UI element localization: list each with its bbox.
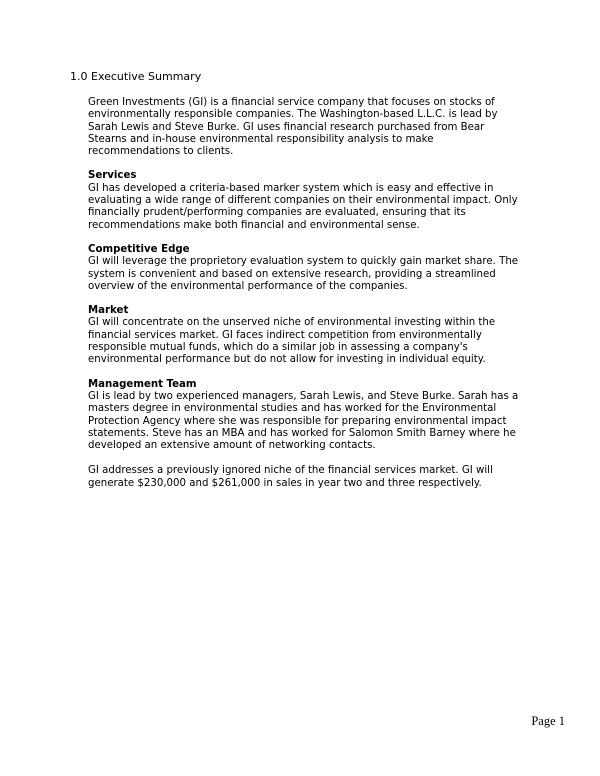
- closing-paragraph: GI addresses a previously ignored niche of the financial services market. GI will generate $230,000 and $261,000 in sales in year two and three respectively.: [88, 465, 493, 489]
- section-heading: Management Team: [88, 378, 197, 390]
- document-body: [88, 97, 526, 490]
- section-paragraph: GI will concentrate on the unserved niche of environmental investing within the financial services market. GI faces indirect competition from environmentally responsible mutual funds, which do a similar job in assessing a company's environmental performance but do not allow for investing in individual equity.: [88, 317, 496, 366]
- page-title: 1.0 Executive Summary: [70, 70, 202, 83]
- section-services: [88, 170, 526, 231]
- section-market: [88, 305, 526, 366]
- intro-paragraph: Green Investments (GI) is a financial service company that focuses on stocks of environmentally responsible companies. The Washington-based L.L.C. is lead by Sarah Lewis and Steve Burke. GI uses financial research purchased from Bear Stearns and in-house environmental responsibility analysis to make recommendations to clients.: [88, 97, 498, 158]
- section-heading: Market: [88, 305, 129, 317]
- section-paragraph: GI will leverage the proprietory evaluation system to quickly gain market share. The system is convenient and based on extensive research, providing a streamlined overview of the environmental performance of the companies.: [88, 256, 519, 292]
- section-heading: Competitive Edge: [88, 243, 190, 255]
- section-paragraph: GI is lead by two experienced managers, Sarah Lewis, and Steve Burke. Sarah has a masters degree in environmental studies and has worked for the Environmental Protection Agency where she was responsible for preparing environmental impact statements. Steve has an MBA and has worked for Salomon Smith Barney where he developed an extensive amount of networking contacts.: [88, 390, 519, 452]
- section-competitive-edge: [88, 244, 526, 293]
- section-heading: Services: [88, 170, 137, 182]
- section-management-team: [88, 379, 526, 453]
- section-paragraph: GI has developed a criteria-based marker system which is easy and effective in evaluating a wide range of different companies on their environmental impact. Only financially prudent/performing companies are evaluated, ensuring that its recommendations make both financial and environmental sense.: [88, 182, 518, 231]
- page-number: Page 1: [531, 714, 565, 728]
